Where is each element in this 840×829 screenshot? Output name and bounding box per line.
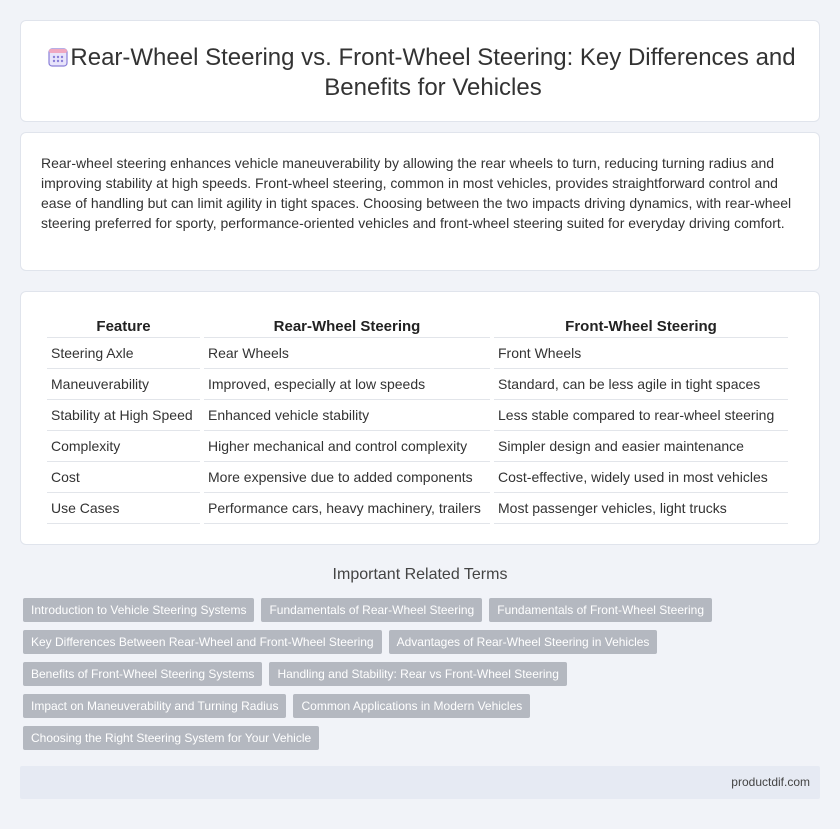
cell-rear: Higher mechanical and control complexity	[204, 431, 490, 462]
table-row	[47, 400, 788, 431]
cell-rear: Rear Wheels	[204, 338, 490, 369]
cell-rear: Improved, especially at low speeds	[204, 369, 490, 400]
related-terms-heading: Important Related Terms	[332, 566, 508, 583]
header-front-wheel: Front-Wheel Steering	[494, 316, 788, 338]
cell-front: Less stable compared to rear-wheel steering	[494, 400, 788, 431]
title-card	[20, 20, 820, 122]
related-term-link[interactable]: Impact on Maneuverability and Turning Radius	[23, 694, 286, 718]
cell-rear: More expensive due to added components	[204, 462, 490, 493]
cell-feature: Use Cases	[47, 493, 200, 524]
related-term-link[interactable]: Fundamentals of Rear-Wheel Steering	[261, 598, 482, 622]
table-row	[47, 369, 788, 400]
cell-rear: Performance cars, heavy machinery, trailers	[204, 493, 490, 524]
cell-feature: Stability at High Speed	[47, 400, 200, 431]
cell-front: Front Wheels	[494, 338, 788, 369]
cell-feature: Complexity	[47, 431, 200, 462]
comparison-card	[20, 291, 820, 545]
footer-bar	[20, 766, 820, 799]
related-term-link[interactable]: Common Applications in Modern Vehicles	[293, 694, 530, 718]
cell-feature: Maneuverability	[47, 369, 200, 400]
related-term-link[interactable]: Choosing the Right Steering System for Your Vehicle	[23, 726, 319, 750]
table-header-row	[47, 316, 788, 338]
table-row	[47, 338, 788, 369]
header-feature: Feature	[47, 316, 200, 338]
cell-feature: Cost	[47, 462, 200, 493]
related-term-link[interactable]: Handling and Stability: Rear vs Front-Wheel Steering	[269, 662, 566, 686]
cell-front: Cost-effective, widely used in most vehicles	[494, 462, 788, 493]
related-term-link[interactable]: Advantages of Rear-Wheel Steering in Vehicles	[389, 630, 658, 654]
page-title-wrap	[51, 43, 799, 103]
intro-card	[20, 132, 820, 271]
related-term-link[interactable]: Fundamentals of Front-Wheel Steering	[489, 598, 712, 622]
related-terms-list	[23, 598, 743, 750]
cell-rear: Enhanced vehicle stability	[204, 400, 490, 431]
related-term-link[interactable]: Benefits of Front-Wheel Steering Systems	[23, 662, 262, 686]
table-row	[47, 462, 788, 493]
footer-site-link[interactable]: productdif.com	[731, 775, 810, 789]
cell-front: Standard, can be less agile in tight spaces	[494, 369, 788, 400]
table-row	[47, 431, 788, 462]
page-title: Rear-Wheel Steering vs. Front-Wheel Steering: Key Differences and Benefits for Vehicles	[70, 44, 796, 101]
cell-front: Simpler design and easier maintenance	[494, 431, 788, 462]
cell-feature: Steering Axle	[47, 338, 200, 369]
intro-paragraph: Rear-wheel steering enhances vehicle maneuverability by allowing the rear wheels to turn, reducing turning radius and improving stability at high speeds. Front-wheel steering, common in most vehicles, provides straightforward control and ease of handling but can limit agility in tight spaces. Choosing between the two impacts driving dynamics, with rear-wheel steering preferred for sporty, performance-oriented vehicles and front-wheel steering suited for everyday driving comfort.	[41, 155, 792, 231]
table-row	[47, 493, 788, 524]
comparison-table	[43, 316, 792, 524]
related-term-link[interactable]: Key Differences Between Rear-Wheel and Front-Wheel Steering	[23, 630, 382, 654]
related-term-link[interactable]: Introduction to Vehicle Steering Systems	[23, 598, 254, 622]
header-rear-wheel: Rear-Wheel Steering	[204, 316, 490, 338]
cell-front: Most passenger vehicles, light trucks	[494, 493, 788, 524]
